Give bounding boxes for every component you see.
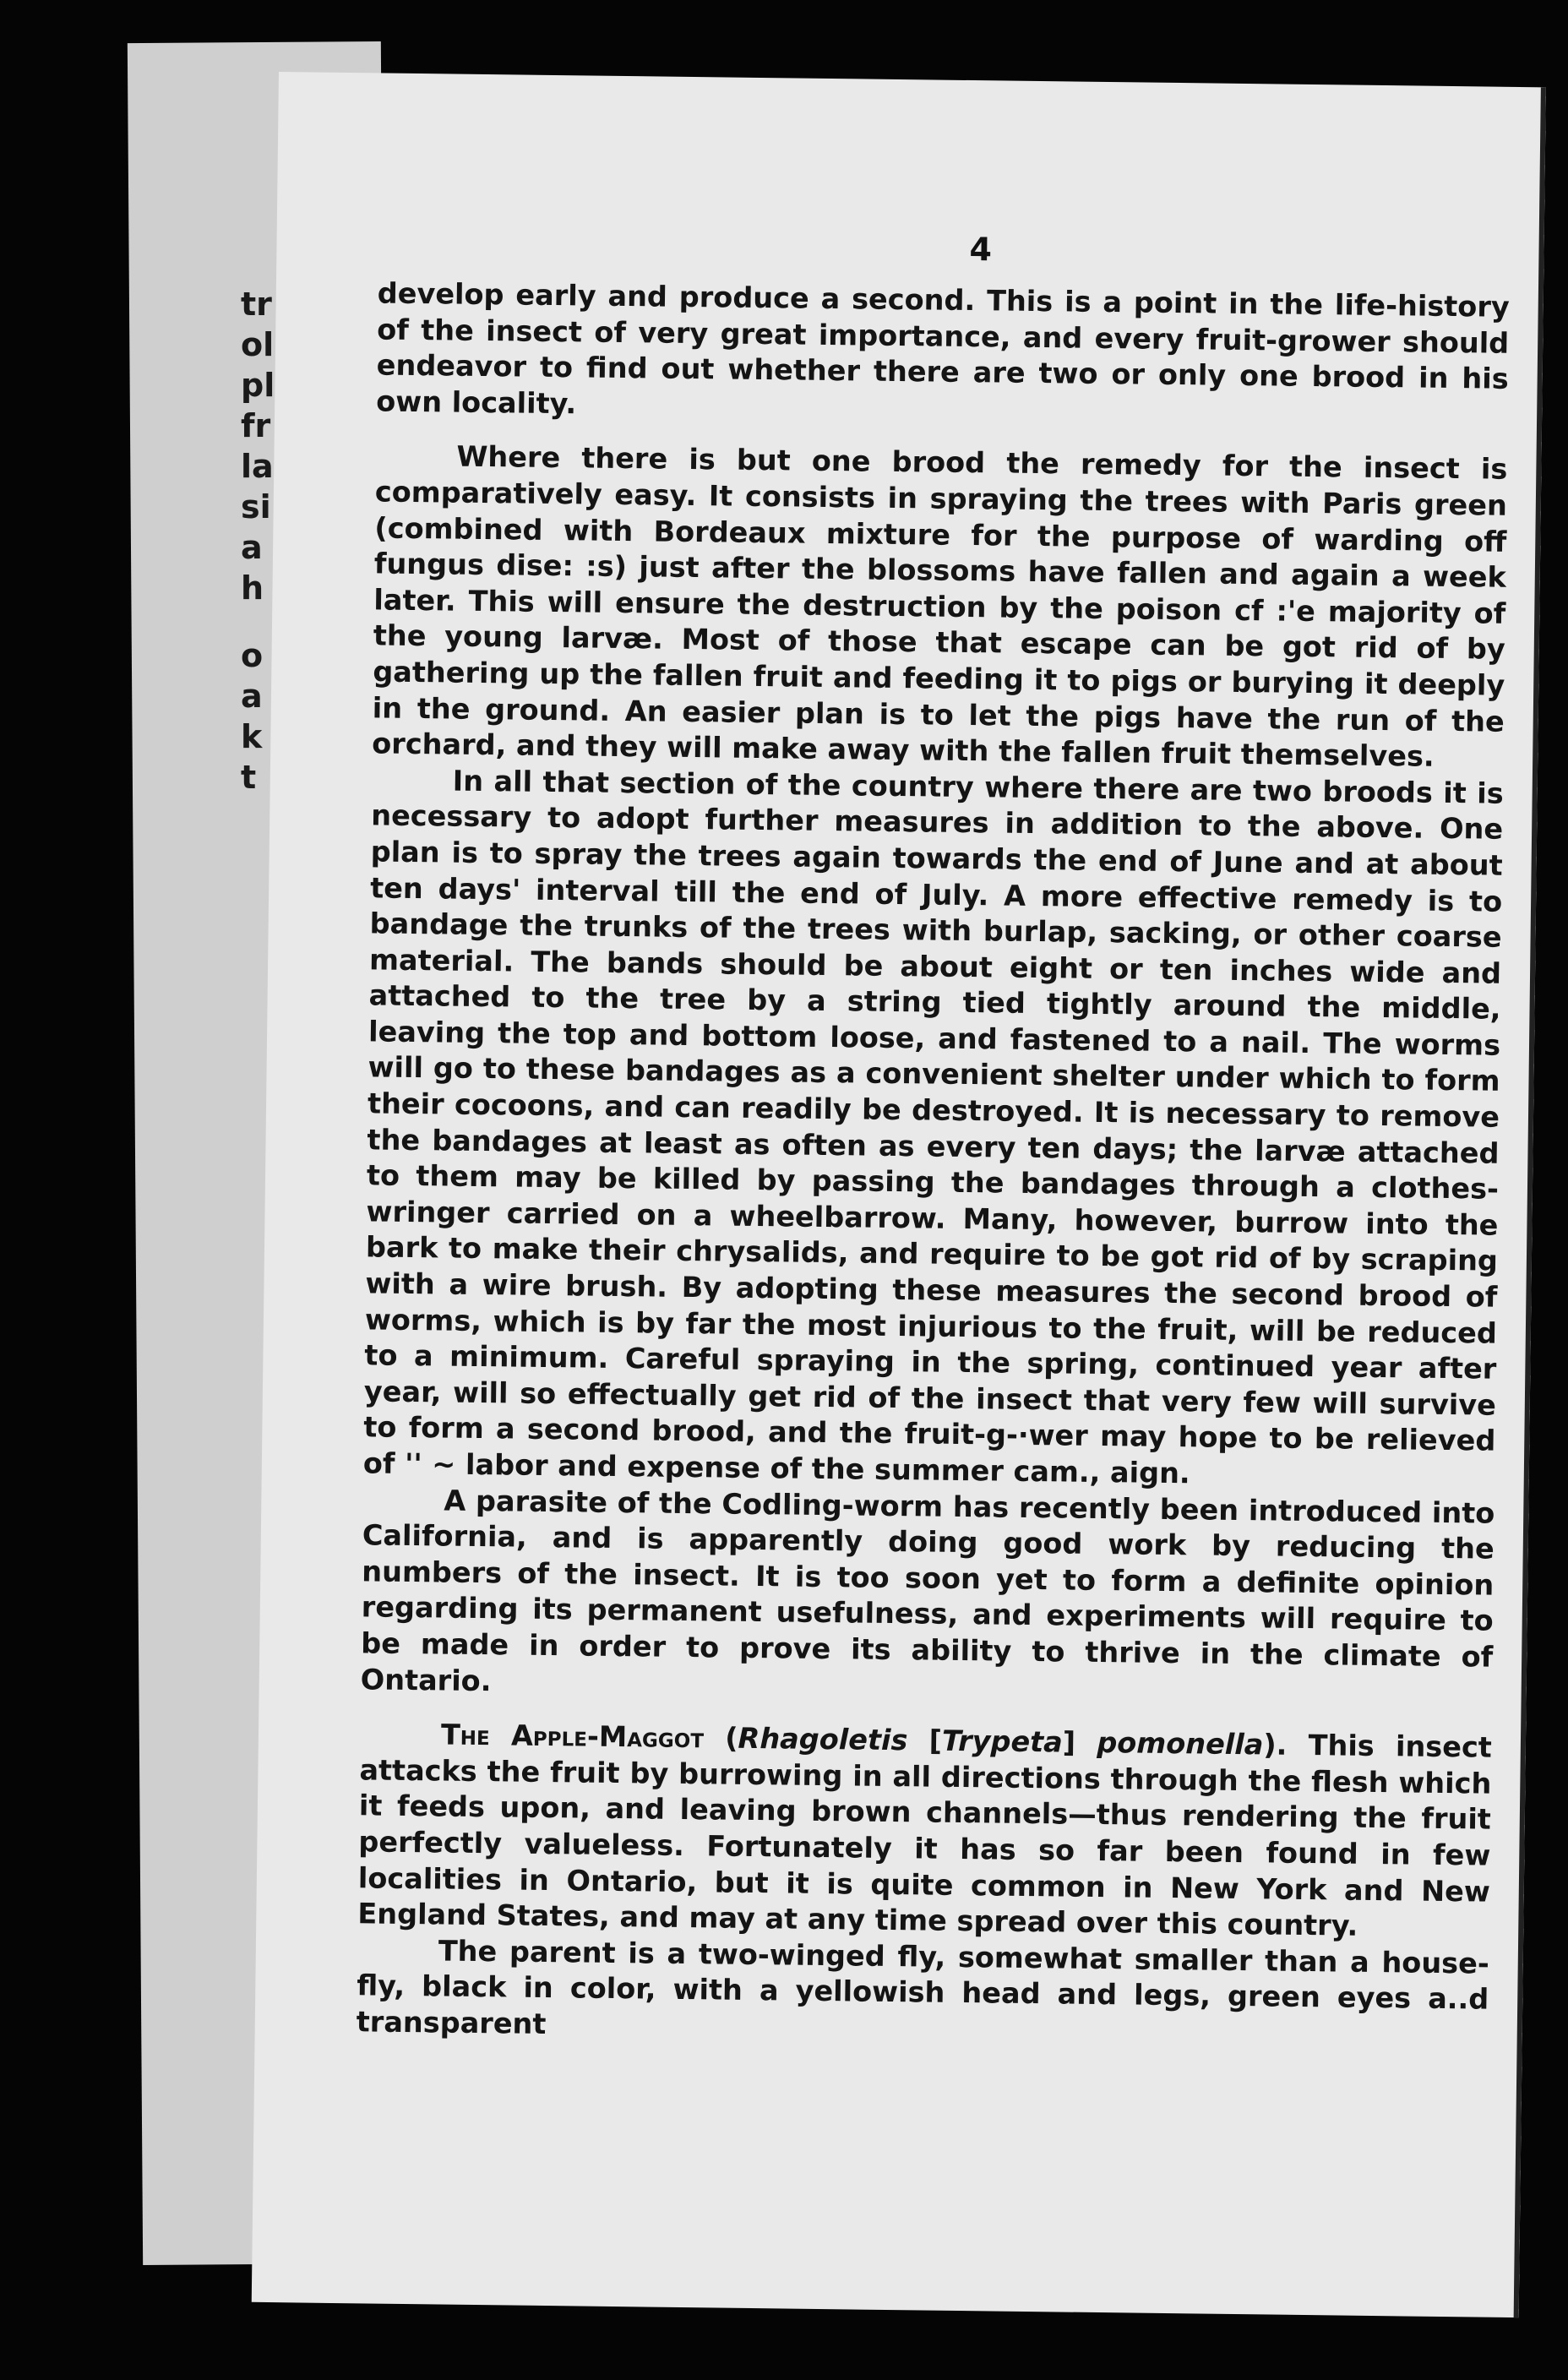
paren-open: ( <box>703 1721 738 1755</box>
paren-close: ). <box>1263 1728 1288 1762</box>
paragraph-5-text: This insect attacks the fruit by burrowing in all directions through the flesh which it feeds upon, and leaving brown channels—thus rendering the fruit perfectly valueless. Fortunately it has so far been found in few localities in Ontario, but it is quite common in New York and New England States, and may at any time spread over this country. <box>357 1728 1493 1942</box>
paragraph-5 <box>357 1716 1492 1946</box>
edge-letters: la <box>241 448 274 485</box>
bracket-close: ] <box>1062 1725 1097 1760</box>
paragraph-4: A parasite of the Codling-worm has recently been introduced into California, and is apparently doing good work by reducing the numbers of the insect. It is too soon yet to form a definite opinion regarding its permanent usefulness, and experiments will require to be made in order to prove its ability to thrive in the climate of Ontario. <box>360 1484 1495 1697</box>
alt-genus-name: Trypeta <box>941 1724 1064 1759</box>
edge-letters: ol <box>241 326 275 363</box>
body-text <box>357 275 1510 2054</box>
edge-letters: o <box>241 637 264 674</box>
document-page <box>252 72 1546 2317</box>
page-number: 4 <box>969 231 993 269</box>
edge-letters: h <box>241 569 264 607</box>
section-heading: The Apple-Maggot <box>440 1718 705 1755</box>
edge-letters: fr <box>241 407 271 444</box>
genus-name: Rhagoletis <box>738 1721 908 1757</box>
edge-letters: a <box>241 678 263 715</box>
paragraph-3: In all that section of the country where there are two broods it is necessary to adopt further measures in addition to the above. One plan is to spray the trees again towards the end of June and at about ten days' interval till the end of July. A more effective remedy is to bandage the trunks of the trees with burlap, sacking, or other coarse material. The bands should be about eight or ten inches wide and attached to the tree by a string tied tightly around the middle, leaving the top and bottom loose, and fastened to a nail. The worms will go to these bandages as a convenient shelter under which to form their cocoons, and can readily be destroyed. It is necessary to remove the bandages at least as often as every ten days; the larvæ attached to them may be killed by passing the bandages through a clothes-wringer carried on a wheelbarrow. Many, however, burrow into the bark to make their chrysalids, and require to be got rid of by scraping with a wire brush. By adopting these measures the second brood of worms, which is by far the most injurious to the fruit, will be reduced to a minimum. Careful spraying in the spring, continued year after year, will so effectually get rid of the insect that very few will survive to form a second brood, and the fruit-g-·wer may hope to be relieved of '' ~ labor and expense of the summer cam., aign. <box>362 764 1504 1490</box>
paragraph-1: develop early and produce a second. This is a point in the life-history of the insect of very great importance, and every fruit-grower should endeavor to find out whether there are two or only one brood in his own locality. <box>376 276 1510 421</box>
species-name: pomonella <box>1097 1726 1264 1762</box>
paragraph-6: The parent is a two-winged fly, somewhat smaller than a house-fly, black in color, with a yellowish head and legs, green eyes a..d transparent <box>356 1934 1489 2040</box>
edge-letters: pl <box>241 367 275 404</box>
edge-letters: a <box>241 529 263 566</box>
paragraph-2: Where there is but one brood the remedy for the insect is comparatively easy. It consists in spraying the trees with Paris green (combined with Bordeaux mixture for the purpose of warding off fungus dise: :s) just after the blossoms have fallen and again a week later. This will ensure the destruction by the poison cf :'e majority of the young larvæ. Most of those that escape can be got rid of by gathering up the fallen fruit and feeding it to pigs or burying it deeply in the ground. An easier plan is to let the pigs have the run of the orchard, and they will make away with the fallen fruit themselves. <box>372 439 1508 773</box>
edge-letters: k <box>241 718 263 755</box>
edge-letters: t <box>241 759 257 796</box>
bracket-open: [ <box>907 1724 943 1757</box>
edge-letters: tr <box>241 286 272 323</box>
edge-letters: si <box>241 488 271 526</box>
